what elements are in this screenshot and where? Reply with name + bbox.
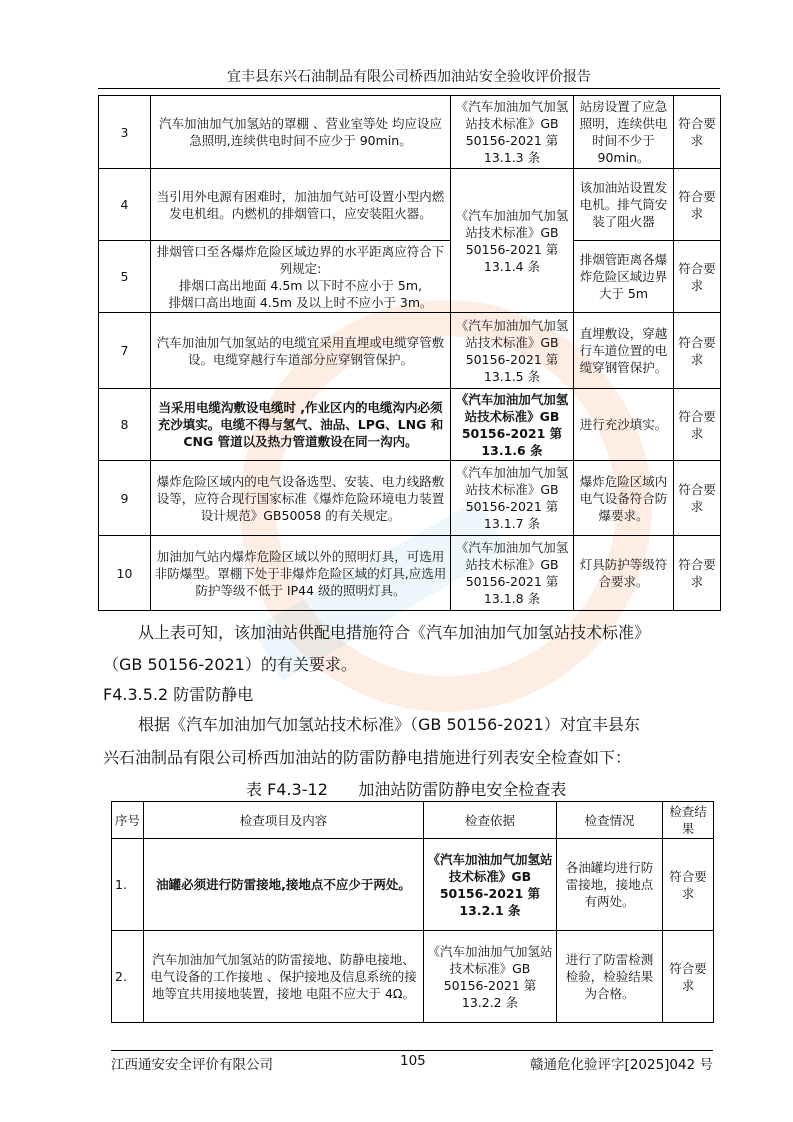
check-status: 爆炸危险区域内电气设备符合防爆要求。 [574, 461, 674, 536]
check-result: 符合要求 [674, 536, 721, 611]
page-header: 宜丰县东兴石油制品有限公司桥西加油站安全验收评价报告 [227, 69, 591, 85]
check-basis: 《汽车加油加气加氢站技术标准》GB 50156-2021 第 13.1.7 条 [451, 461, 574, 536]
paragraph-line: （GB 50156-2021）的有关要求。 [103, 655, 357, 674]
row-number: 9 [99, 461, 151, 536]
table-header-row [112, 802, 714, 839]
section-heading: F4.3.5.2 防雷防静电 [103, 685, 254, 704]
row-number: 4 [99, 169, 151, 241]
check-basis: 《汽车加油加气加氢站技术标准》GB 50156-2021 第 13.2.1 条 [424, 839, 557, 931]
row-number: 7 [99, 313, 151, 389]
check-item: 汽车加油加气加氢站的防雷接地、防静电接地、电气设备的工作接地 、保护接地及信息系统的接地等宜共用接地装置，接地 电阻不应大于 4Ω。 [144, 931, 424, 1023]
check-item: 汽车加油加气加氢站的电缆宜采用直埋或电缆穿管敷设。电缆穿越行车道部分应穿钢管保护。 [151, 313, 451, 389]
check-basis: 《汽车加油加气加氢站技术标准》GB 50156-2021 第 13.1.5 条 [451, 313, 574, 389]
column-header: 检查依据 [424, 802, 557, 839]
column-header: 检查结果 [663, 802, 714, 839]
table-row [99, 241, 721, 313]
table-row [99, 313, 721, 389]
item-line: 排烟口高出地面 4.5m 以下时不应小于 5m, [178, 277, 423, 293]
paragraph-line: 兴石油制品有限公司桥西加油站的防雷防静电措施进行列表安全检查如下： [103, 748, 632, 767]
check-result: 符合要求 [674, 461, 721, 536]
footer-rule [111, 1050, 713, 1051]
item-line: 排烟口高出地面 4.5m 及以上时不应小于 3m。 [168, 294, 433, 310]
check-item: 爆炸危险区域内的电气设备选型、安装、电力线路敷设等，应符合现行国家标准《爆炸危险环境电力装置设计规范》GB50058 的有关规定。 [151, 461, 451, 536]
check-result: 符合要求 [674, 96, 721, 169]
check-item: 汽车加油加气加氢站的罩棚 、营业室等处 均应设应急照明,连续供电时间不应少于 90min。 [151, 96, 451, 169]
row-number: 3 [99, 96, 151, 169]
table-row [112, 839, 714, 931]
check-result: 符合要求 [674, 313, 721, 389]
check-item: 油罐必须进行防雷接地,接地点不应少于两处。 [144, 839, 424, 931]
check-basis: 《汽车加油加气加氢站技术标准》GB 50156-2021 第 13.2.2 条 [424, 931, 557, 1023]
page-number: 105 [400, 1053, 426, 1069]
check-item: 加油加气站内爆炸危险区域以外的照明灯具，可选用非防爆型。罩棚下处于非爆炸危险区域的灯具,应选用防护等级不低于 IP44 级的照明灯具。 [151, 536, 451, 611]
column-header: 序号 [112, 802, 144, 839]
check-status: 该加油站设置发电机。排气筒安装了阻火器 [574, 169, 674, 241]
check-item: 当引用外电源有困难时，加油加气站可设置小型内燃发电机组。内燃机的排烟管口，应安装阻火器。 [151, 169, 451, 241]
paragraph-line: 根据《汽车加油加气加氢站技术标准》（GB 50156-2021）对宜丰县东 [138, 715, 640, 734]
check-status: 进行充沙填实。 [574, 389, 674, 461]
paragraph-line: 从上表可知，该加油站供配电措施符合《汽车加油加气加氢站技术标准》 [138, 623, 651, 642]
row-number: 2. [112, 931, 144, 1023]
check-basis: 《汽车加油加气加氢站技术标准》GB 50156-2021 第 13.1.3 条 [451, 96, 574, 169]
item-line: 排烟管口至各爆炸危险区域边界的水平距离应符合下列规定: [156, 243, 445, 276]
check-status: 站房设置了应急照明，连续供电时间不少于 90min。 [574, 96, 674, 169]
row-number: 5 [99, 241, 151, 313]
table-row [99, 96, 721, 169]
column-header: 检查项目及内容 [144, 802, 424, 839]
row-number: 10 [99, 536, 151, 611]
check-status: 灯具防护等级符合要求。 [574, 536, 674, 611]
footer-company: 江西通安安全评价有限公司 [111, 1057, 273, 1073]
check-basis: 《汽车加油加气加氢站技术标准》GB 50156-2021 第 13.1.8 条 [451, 536, 574, 611]
table-row [112, 931, 714, 1023]
table-row [99, 389, 721, 461]
lightning-protection-check-table [111, 801, 714, 1023]
table-row [99, 461, 721, 536]
row-number: 8 [99, 389, 151, 461]
table-row [99, 536, 721, 611]
check-result: 符合要求 [663, 839, 714, 931]
check-result: 符合要求 [674, 241, 721, 313]
table-row [99, 169, 721, 241]
column-header: 检查情况 [557, 802, 663, 839]
check-result: 符合要求 [674, 169, 721, 241]
row-number: 1. [112, 839, 144, 931]
check-result: 符合要求 [663, 931, 714, 1023]
check-status: 直埋敷设，穿越行车道位置的电缆穿钢管保护。 [574, 313, 674, 389]
check-status: 进行了防雷检测检验，检验结果为合格。 [557, 931, 663, 1023]
check-status: 各油罐均进行防雷接地，接地点有两处。 [557, 839, 663, 931]
power-supply-check-table [98, 95, 721, 611]
check-basis: 《汽车加油加气加氢站技术标准》GB 50156-2021 第 13.1.6 条 [451, 389, 574, 461]
table-caption: 表 F4.3-12 加油站防雷防静电安全检查表 [246, 780, 567, 799]
check-item: 当采用电缆沟敷设电缆时 ,作业区内的电缆沟内必须充沙填实。电缆不得与氢气、油品、LPG、LNG 和 CNG 管道以及热力管道敷设在同一沟内。 [151, 389, 451, 461]
footer-doc-number: 赣通危化验评字[2025]042 号 [530, 1057, 713, 1073]
header-rule [98, 88, 720, 89]
check-basis: 《汽车加油加气加氢站技术标准》GB 50156-2021 第 13.1.4 条 [451, 169, 574, 313]
check-result: 符合要求 [674, 389, 721, 461]
check-status: 排烟管距离各爆炸危险区域边界大于 5m [574, 241, 674, 313]
check-item [151, 241, 451, 313]
